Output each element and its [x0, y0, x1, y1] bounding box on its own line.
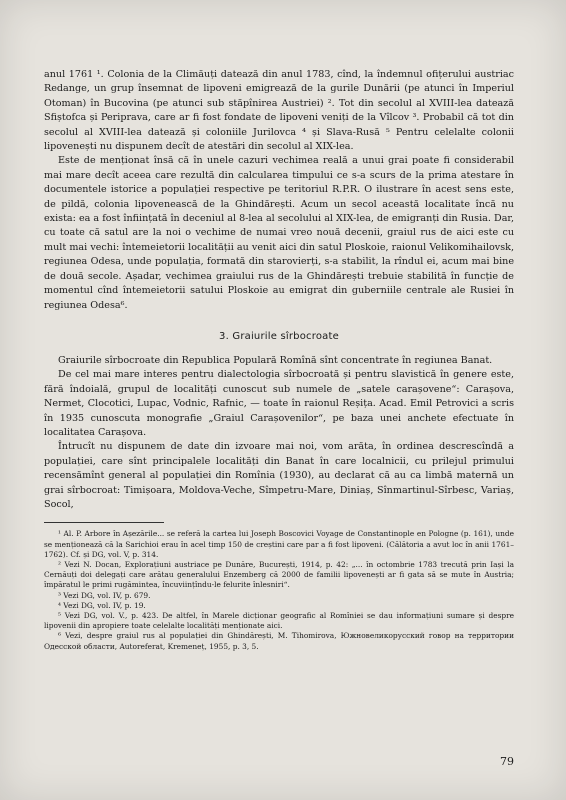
page-number: 79 — [500, 755, 514, 768]
paragraph: Este de menționat însă că în unele cazuri vechimea reală a unui grai poate fi considerabil mai mare decît aceea care rezultă din calcularea timpului ce s-a scurs de la prima atestare în documentele istorice a populației respective pe teritoriul R.P.R. O ilustrare în acest sens este, de pildă, colonia lipovenească de la Ghindărești. Acum un secol această localitate încă nu exista: ea a fost înființată în deceniul al 8-lea al secolului al XIX-lea, de emigranți din Rusia. Dar, cu toate că satul are la noi o vechime de numai vreo nouă decenii, graiul rus de aici este cu mult mai vechi: întemeietorii localității au venit aici din satul Ploskoie, raionul Velikomihailovsk, regiunea Odesa, unde populația, formată din starovierți, s-a stabilit, la rîndul ei, acum mai bine de două secole. Așadar, vechimea graiului rus de la Ghindărești trebuie stabilită în funcție de momentul cînd întemeietorii satului Ploskoie au emigrat din guberniile centrale ale Rusiei în regiunea Odesa⁶. — [44, 155, 514, 311]
footnote: ⁵ Vezi DG, vol. V., p. 423. De altfel, în Marele dicționar geografic al Romîniei se dau informațiuni sumare și despre lipovenii din apropiere toate celelalte localități menționate aici. — [44, 611, 514, 631]
footnote: ² Vezi N. Docan, Explorațiuni austriace pe Dunăre, București, 1914, p. 42: „... în octombrie 1783 trecută prin Iași la Cernăuți doi delegați care arătau generalului Enzemberg că 2000 de familii lipovenești ar fi gata să se mute în Austria; împăratul le primi rugămintea, încuviințîndu-le felurite înlesniri“. — [44, 559, 514, 590]
page-content — [44, 68, 514, 652]
footnote: ⁴ Vezi DG, vol. IV, p. 19. — [58, 600, 146, 610]
footnote: ¹ Al. P. Arbore în Așezările... se referă la cartea lui Joseph Boscovici Voyage de Constantinople en Pologne (p. 161), unde se menționează că la Sarichioi erau în acel timp 150 de creștini care par a fi fost lipoveni. (Călătoria a avut loc în anii 1761–1762). Cf. și DG, vol. V, p. 314. — [44, 529, 514, 559]
paragraph: Întrucît nu dispunem de date din izvoare mai noi, vom arăta, în ordinea descrescîndă a populației, care sînt principalele localități din Banat în care localnicii, cu prilejul primului recensămînt general al populației din Romînia (1930), au declarat că au ca limbă maternă un grai sîrbocroat: Timișoara, Moldova-Veche, Sîmpetru-Mare, Diniaș, Sînmartinul-Sîrbesc, Variaș, Socol, — [44, 441, 514, 510]
paragraph: Graiurile sîrbocroate din Republica Populară Romînă sînt concentrate în regiunea Banat. — [58, 354, 493, 366]
footnote: ⁶ Vezi, despre graiul rus al populației din Ghindărești, M. Tihomirova, Южновеликорусский говор на территории Одесской области, Autoreferat, Kremeneț, 1955, p. 3, 5. — [44, 631, 514, 651]
paragraph: De cel mai mare interes pentru dialectologia sîrbocroată și pentru slavistică în genere este, fără îndoială, grupul de localități cunoscut sub numele de „satele carașovene“: Carașova, Nermet, Clocotici, Lupac, Vodnic, Rafnic, — toate în raionul Reșița. Acad. Emil Petrovici a scris în 1935 cunoscuta monografie „Graiul Carașovenilor“, pe baza unei anchete efectuate în localitatea Carașova. — [44, 369, 514, 438]
footnote: ³ Vezi DG, vol. IV, p. 679. — [58, 590, 151, 600]
section-heading: 3. Graiurile sîrbocroate — [219, 330, 339, 342]
footnote-separator — [44, 522, 164, 523]
paragraph: anul 1761 ¹. Colonia de la Climăuți datează din anul 1783, cînd, la îndemnul ofițerului austriac Redange, un grup însemnat de lipoveni emigrează de la gurile Dunării (pe atunci în Imperiul Otoman) în Bucovina (pe atunci sub stăpînirea Austriei) ². Tot din secolul al XVIII-lea datează Sfiștofca și Periprava, care ar fi fost fondate de lipoveni veniți de la Vîlcov ³. Probabil că tot din secolul al XVIII-lea datează și coloniile Jurilovca ⁴ și Slava-Rusă ⁵ Pentru celelalte colonii lipovenești nu dispunem decît de atestări din secolul al XIX-lea. — [44, 69, 514, 153]
footnotes — [44, 529, 514, 651]
